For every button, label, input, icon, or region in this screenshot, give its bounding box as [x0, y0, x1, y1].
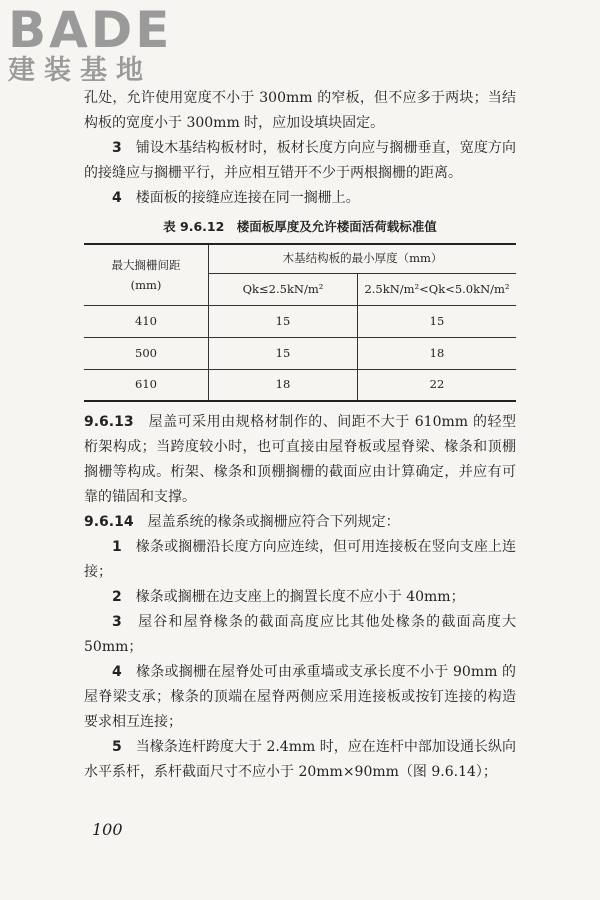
item-text: 椽条或搁栅在边支座上的搁置长度不应小于 40mm； — [135, 589, 465, 605]
item-text: 铺设木基结构板材时，板材长度方向应与搁栅垂直，宽度方向的接缝应与搁栅平行，并应相互错开不少于两根搁栅的距离。 — [84, 140, 517, 181]
list-item — [84, 610, 516, 660]
cell-spacing: 410 — [84, 305, 209, 337]
table-wrapper — [84, 243, 516, 402]
logo-subtitle: 建装基地 — [8, 55, 152, 86]
item-number: 3 — [112, 614, 122, 630]
paragraph-continued: 孔处，允许使用宽度不小于 300mm 的窄板，但不应多于两块；当结构板的宽度小于 300mm 时，应加设填块固定。 — [84, 90, 516, 131]
list-item — [84, 186, 516, 211]
item-number: 4 — [112, 190, 122, 206]
header-load-low: Qk≤2.5kN/m² — [209, 273, 358, 305]
item-number: 4 — [112, 664, 122, 680]
cell-thickness-high: 22 — [358, 369, 517, 401]
list-item — [84, 660, 516, 735]
cell-thickness-low: 15 — [209, 337, 358, 369]
page-content — [84, 86, 516, 785]
item-text: 屋谷和屋脊椽条的截面高度应比其他处椽条的截面高度大 50mm； — [84, 614, 516, 655]
clause-text: 屋盖可采用由规格材制作的、间距不大于 610mm 的轻型桁架构成；当跨度较小时，也可直接由屋脊板或屋脊梁、椽条和顶棚搁栅等构成。桁架、椽条和顶棚搁栅的截面应由计算确定，并应有可靠的锚固和支撑。 — [84, 414, 517, 505]
item-number: 5 — [112, 739, 122, 755]
header-spacing — [84, 244, 209, 305]
page-number: 100 — [92, 820, 123, 839]
brand-logo — [8, 2, 208, 86]
cell-thickness-high: 15 — [358, 305, 517, 337]
cell-thickness-low: 18 — [209, 369, 358, 401]
item-text: 椽条或搁栅在屋脊处可由承重墙或支承长度不小于 90mm 的屋脊梁支承；椽条的顶端在屋脊两侧应采用连接板或按钉连接的构造要求相互连接； — [84, 664, 517, 730]
cell-spacing: 610 — [84, 369, 209, 401]
list-item — [84, 535, 516, 585]
floor-board-table — [84, 243, 516, 402]
item-number: 2 — [112, 589, 122, 605]
list-item — [84, 735, 516, 785]
header-load-high: 2.5kN/m²<Qk<5.0kN/m² — [358, 273, 517, 305]
table-caption: 表 9.6.12 楼面板厚度及允许楼面活荷载标准值 — [163, 219, 437, 234]
table-row — [84, 337, 516, 369]
clause-text: 屋盖系统的椽条或搁栅应符合下列规定： — [147, 514, 400, 530]
header-thickness-group: 木基结构板的最小厚度（mm） — [209, 244, 517, 273]
header-spacing-unit: (mm) — [130, 277, 162, 292]
clause-9-6-13 — [84, 410, 516, 510]
list-item — [84, 136, 516, 186]
item-text: 椽条或搁栅沿长度方向应连续，但可用连接板在竖向支座上连接； — [84, 539, 517, 580]
cell-thickness-high: 18 — [358, 337, 517, 369]
clause-number: 9.6.13 — [84, 414, 134, 430]
table-row — [84, 369, 516, 401]
item-text: 当椽条连杆跨度大于 2.4mm 时，应在连杆中部加设通长纵向水平系杆，系杆截面尺寸不应小于 20mm×90mm（图 9.6.14）； — [84, 739, 517, 780]
item-number: 1 — [112, 539, 122, 555]
logo-brand-text: BADE — [8, 1, 173, 59]
clause-number: 9.6.14 — [84, 514, 134, 530]
item-number: 3 — [112, 140, 122, 156]
header-spacing-label: 最大搁栅间距 — [111, 257, 181, 272]
clause-9-6-14 — [84, 510, 516, 535]
table-row — [84, 305, 516, 337]
list-item — [84, 585, 516, 610]
item-text: 楼面板的接缝应连接在同一搁栅上。 — [135, 190, 360, 206]
cell-spacing: 500 — [84, 337, 209, 369]
cell-thickness-low: 15 — [209, 305, 358, 337]
